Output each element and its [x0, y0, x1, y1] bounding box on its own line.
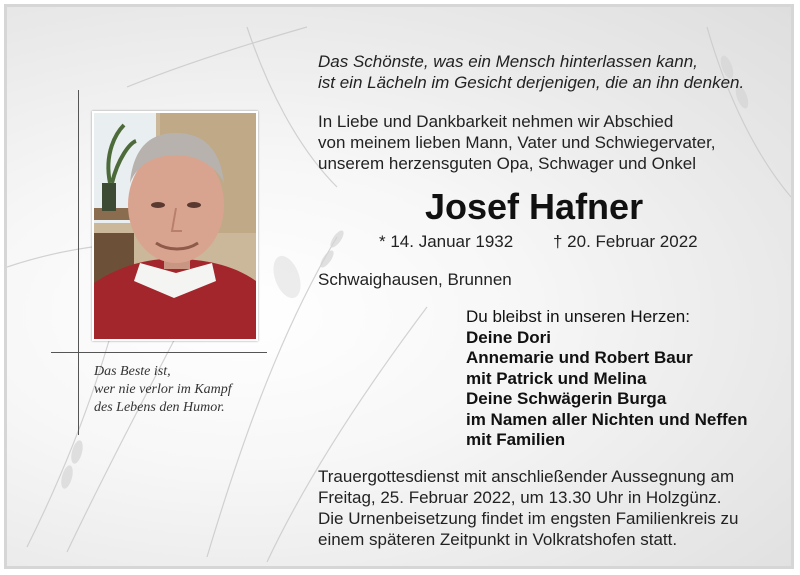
side-quote-line: Das Beste ist,: [94, 364, 171, 379]
side-quote-line: wer nie verlor im Kampf: [94, 382, 232, 397]
service-line: Die Urnenbeisetzung findet im engsten Familienkreis zu: [318, 509, 739, 528]
mourner-line: im Namen aller Nichten und Neffen: [466, 409, 748, 429]
service-line: einem späteren Zeitpunkt in Volkratshofen statt.: [318, 530, 678, 549]
portrait-photo: [92, 111, 258, 341]
intro-line: unserem herzensguten Opa, Schwager und Onkel: [318, 154, 697, 173]
place-of-residence: Schwaighausen, Brunnen: [318, 270, 512, 289]
birth-date: * 14. Januar 1932: [379, 232, 514, 251]
intro-line: von meinem lieben Mann, Vater und Schwiegervater,: [318, 133, 716, 152]
obituary-card: [4, 4, 794, 569]
farewell-intro: [318, 111, 716, 174]
intro-line: In Liebe und Dankbarkeit nehmen wir Abschied: [318, 112, 674, 131]
funeral-service-info: [318, 466, 738, 550]
mourners-list: [466, 307, 748, 451]
mourner-line: Deine Schwägerin Burga: [466, 389, 667, 408]
quote-line: Das Schönste, was ein Mensch hinterlassen kann,: [318, 52, 698, 71]
mourner-line: mit Familien: [466, 430, 566, 449]
quote-line: ist ein Lächeln im Gesicht derjenigen, die an ihn denken.: [318, 73, 745, 92]
vertical-divider: [78, 90, 79, 435]
deceased-name: Josef Hafner: [425, 186, 644, 227]
mourners-intro: Du bleibst in unseren Herzen:: [466, 307, 690, 326]
mourner-line: mit Patrick und Melina: [466, 368, 647, 388]
service-line: Freitag, 25. Februar 2022, um 13.30 Uhr in Holzgünz.: [318, 488, 722, 507]
side-quote-line: des Lebens den Humor.: [94, 400, 225, 415]
mourner-line: Deine Dori: [466, 327, 552, 347]
death-date: † 20. Februar 2022: [553, 232, 698, 251]
side-quote: [94, 363, 232, 417]
service-line: Trauergottesdienst mit anschließender Aussegnung am: [318, 467, 735, 486]
mourner-line: Annemarie und Robert Baur: [466, 348, 693, 367]
opening-quote: [318, 51, 744, 93]
horizontal-divider: [51, 352, 267, 353]
